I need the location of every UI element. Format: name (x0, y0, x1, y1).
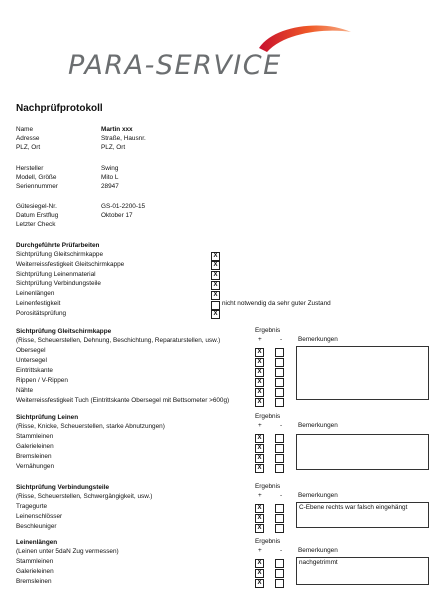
seal-value: GS-01-2200-15 (101, 203, 146, 210)
task-label: Sichtprüfung Verbindungsteile (16, 280, 101, 288)
task-checkbox[interactable]: X (211, 252, 220, 261)
task-label: Sichtprüfung Gleitschirmkappe (16, 251, 104, 258)
plus-checkbox[interactable]: X (255, 368, 264, 377)
section-subheading: (Risse, Scheuerstellen, Dehnung, Beschichtung, Reparaturstellen, usw.) (16, 337, 221, 344)
serial-label: Seriennummer (16, 183, 58, 190)
plus-checkbox[interactable]: X (255, 388, 264, 397)
task-checkbox[interactable]: X (211, 281, 220, 290)
section-item-label: Bremsleinen (16, 453, 52, 460)
plus-header: + (258, 336, 262, 343)
section-heading: Sichtprüfung Leinen (16, 414, 79, 421)
remarks-label: Bemerkungen (298, 492, 338, 499)
minus-header: - (280, 547, 283, 554)
task-label: Weiterreissfestigkeit Gleitschirmkappe (16, 260, 125, 268)
firstflight-label: Datum Erstflug (16, 212, 59, 219)
remarks-box[interactable]: C-Ebene rechts war falsch eingehängt (296, 502, 429, 528)
section-item-label: Eintrittskante (16, 367, 53, 374)
remarks-label: Bemerkungen (298, 547, 338, 554)
section-item-label: Tragegurte (16, 503, 48, 510)
section-subheading: (Risse, Knicke, Scheuerstellen, starke Abnutzungen) (16, 423, 165, 430)
task-checkbox[interactable]: X (211, 261, 220, 270)
firstflight-value: Oktober 17 (101, 212, 133, 219)
name-value: Martin xxx (101, 126, 133, 133)
plus-checkbox[interactable]: X (255, 559, 264, 568)
plus-checkbox[interactable]: X (255, 524, 264, 533)
section-subheading: (Leinen unter 5daN Zug vermessen) (16, 548, 119, 555)
result-label: Ergebnis (255, 483, 281, 490)
plus-checkbox[interactable]: X (255, 444, 264, 453)
remarks-box[interactable] (296, 434, 429, 470)
section-heading: Leinenlängen (16, 539, 58, 546)
section-item-label: Bremsleinen (16, 578, 52, 585)
city-value: PLZ, Ort (101, 144, 126, 151)
section-item-label: Galerieleinen (16, 568, 54, 575)
section-item-label: Vernähungen (16, 463, 55, 470)
task-label: Leinenlängen (16, 290, 55, 298)
lastcheck-label: Letzter Check (16, 221, 56, 228)
model-value: Mito L (101, 174, 119, 181)
minus-checkbox[interactable] (275, 579, 284, 588)
section-item-label: Stammleinen (16, 433, 54, 440)
plus-checkbox[interactable]: X (255, 358, 264, 367)
section-item-label: Beschleuniger (16, 523, 57, 530)
section-item-label: Weiterreissfestigkeit Tuch (Eintrittskante Obersegel mit Bettsometer >600g) (16, 397, 230, 404)
section-item-label: Untersegel (16, 357, 47, 364)
plus-checkbox[interactable]: X (255, 504, 264, 513)
minus-checkbox[interactable] (275, 559, 284, 568)
section-item-label: Obersegel (16, 347, 46, 354)
section-item-label: Stammleinen (16, 558, 54, 565)
task-checkbox[interactable] (211, 301, 220, 310)
model-label: Modell, Größe (16, 174, 57, 181)
plus-checkbox[interactable]: X (255, 348, 264, 357)
remarks-label: Bemerkungen (298, 422, 338, 429)
remarks-box[interactable]: nachgetrimmt (296, 557, 429, 585)
plus-checkbox[interactable]: X (255, 454, 264, 463)
task-label: Sichtprüfung Leinenmaterial (16, 270, 96, 278)
minus-checkbox[interactable] (275, 368, 284, 377)
task-checkbox[interactable]: X (211, 291, 220, 300)
minus-checkbox[interactable] (275, 388, 284, 397)
section-heading: Sichtprüfung Verbindungsteile (16, 484, 110, 491)
minus-header: - (280, 422, 283, 429)
remarks-box[interactable] (296, 346, 429, 400)
city-label: PLZ, Ort (16, 144, 41, 151)
address-label: Adresse (16, 135, 40, 142)
minus-checkbox[interactable] (275, 569, 284, 578)
plus-header: + (258, 422, 262, 429)
task-note: nicht notwendig da sehr guter Zustand (222, 300, 331, 307)
plus-checkbox[interactable]: X (255, 569, 264, 578)
minus-checkbox[interactable] (275, 504, 284, 513)
plus-checkbox[interactable]: X (255, 514, 264, 523)
plus-checkbox[interactable]: X (255, 579, 264, 588)
section-item-label: Galerieleinen (16, 443, 54, 450)
minus-checkbox[interactable] (275, 444, 284, 453)
result-label: Ergebnis (255, 327, 281, 334)
section-item-label: Leinenschlösser (16, 513, 63, 520)
section-item-label: Rippen / V-Rippen (16, 377, 68, 384)
plus-checkbox[interactable]: X (255, 464, 264, 473)
tasks-heading: Durchgeführte Prüfarbeiten (16, 242, 100, 249)
seal-label: Gütesiegel-Nr. (16, 203, 57, 210)
minus-header: - (280, 336, 283, 343)
address-value: Straße, Hausnr. (101, 135, 146, 142)
name-label: Name (16, 126, 34, 133)
page-title: Nachprüfprotokoll (16, 103, 103, 114)
logo-text: PARA-SERVICE (68, 50, 282, 81)
maker-value: Swing (101, 165, 119, 172)
task-label: Porositätsprüfung (16, 309, 67, 317)
minus-checkbox[interactable] (275, 398, 284, 407)
section-item-label: Nähte (16, 387, 34, 394)
task-label: Leinenfestigkeit (16, 300, 61, 307)
minus-checkbox[interactable] (275, 464, 284, 473)
minus-checkbox[interactable] (275, 378, 284, 387)
minus-checkbox[interactable] (275, 454, 284, 463)
plus-header: + (258, 547, 262, 554)
minus-checkbox[interactable] (275, 434, 284, 443)
section-heading: Sichtprüfung Gleitschirmkappe (16, 328, 112, 335)
maker-label: Hersteller (16, 165, 44, 172)
result-label: Ergebnis (255, 413, 281, 420)
section-subheading: (Risse, Scheuerstellen, Schwergängigkeit, usw.) (16, 493, 153, 500)
plus-checkbox[interactable]: X (255, 378, 264, 387)
minus-checkbox[interactable] (275, 358, 284, 367)
minus-checkbox[interactable] (275, 524, 284, 533)
minus-header: - (280, 492, 283, 499)
plus-checkbox[interactable]: X (255, 434, 264, 443)
remarks-label: Bemerkungen (298, 336, 338, 343)
minus-checkbox[interactable] (275, 514, 284, 523)
serial-value: 28947 (101, 183, 119, 190)
result-label: Ergebnis (255, 538, 281, 545)
plus-checkbox[interactable]: X (255, 398, 264, 407)
task-checkbox[interactable]: X (211, 271, 220, 280)
task-checkbox[interactable]: X (211, 310, 220, 319)
minus-checkbox[interactable] (275, 348, 284, 357)
plus-header: + (258, 492, 262, 499)
